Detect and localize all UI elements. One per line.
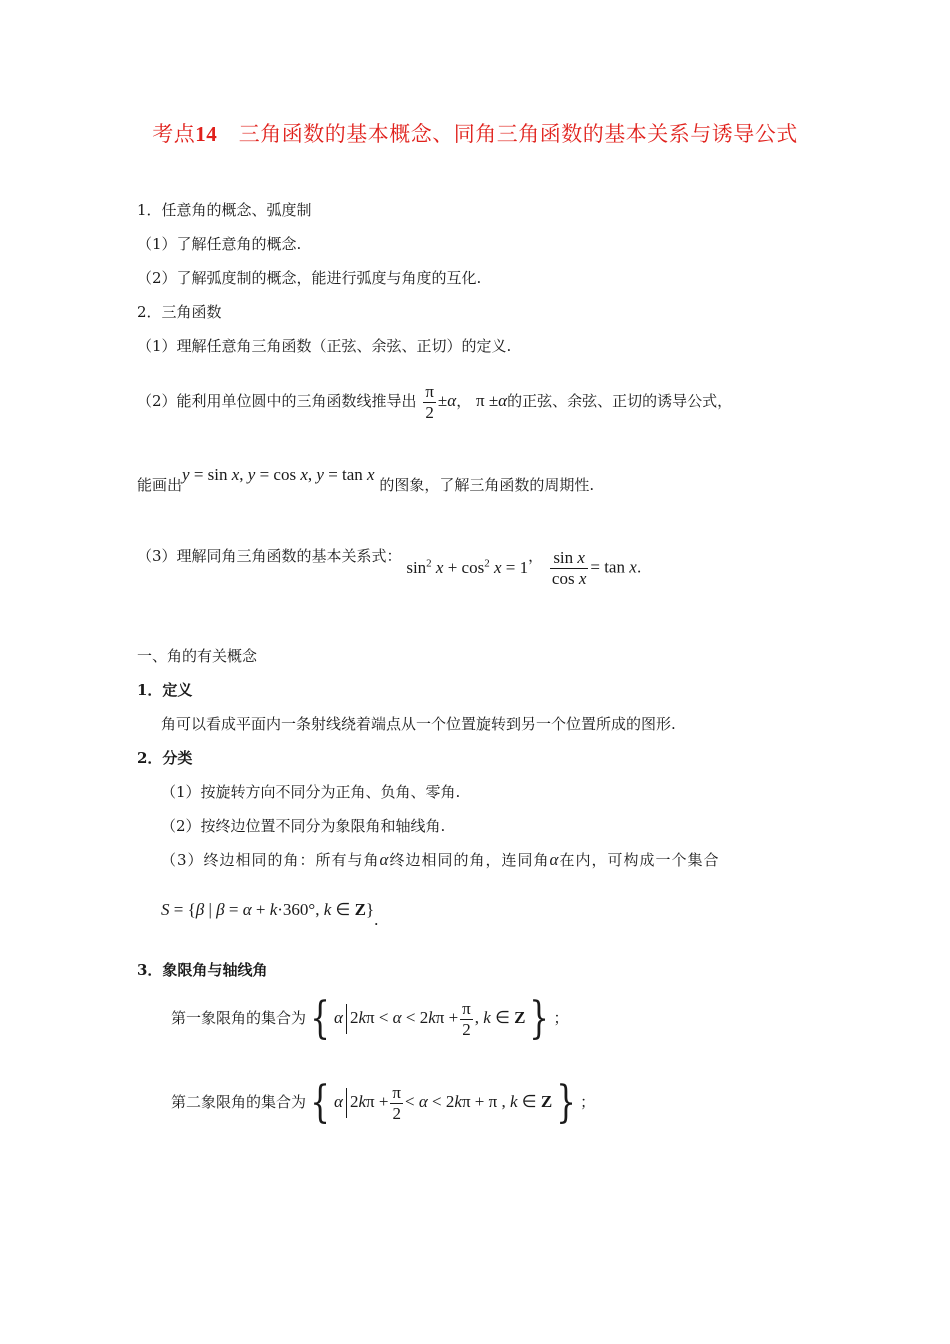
req-item-2-1: （1）理解任意角三角函数（正弦、余弦、正切）的定义. xyxy=(137,337,512,355)
req-item-2-2: （2）能利用单位圆中的三角函数线推导出 $\frac{\pi}{2}$ ±α， π ±α的正弦、余弦、正切的诱导公式， xyxy=(137,381,733,422)
quadrant-2-set: 第二象限角的集合为{ α 2kπ + $\frac{\pi}{2}$ < α < 2kπ + π , k ∈ Z} ； xyxy=(171,1077,596,1129)
knowledge-item-2-3: （3）终边相同的角：所有与角α终边相同的角，连同角α在内，可构成一个集合 xyxy=(161,850,720,869)
req-heading-2: 2．三角函数 xyxy=(137,303,222,321)
knowledge-item-2-2: （2）按终边位置不同分为象限角和轴线角. xyxy=(161,817,446,835)
section-heading-angles: 一、角的有关概念 xyxy=(137,647,258,665)
req-item-1-2: （2）了解弧度制的概念，能进行弧度与角度的互化. xyxy=(137,269,482,287)
req-heading-1: 1．任意角的概念、弧度制 xyxy=(137,201,312,219)
req-item-2-2-cont: 能画出y = sin x, y = cos x, y = tan x 的图象，了解三角函数的周期性. xyxy=(137,465,595,494)
knowledge-item-2-1: （1）按旋转方向不同分为正角、负角、零角. xyxy=(161,783,461,801)
knowledge-heading-2: 2．分类 xyxy=(137,749,193,767)
knowledge-text-definition: 角可以看成平面内一条射线绕着端点从一个位置旋转到另一个位置所成的图形. xyxy=(161,715,676,733)
tangent-identity: $\frac{\text{sin x}}{\text{cos x}}$ xyxy=(551,548,587,589)
quadrant-2-formula: { α 2kπ + $\frac{\pi}{2}$ < α < 2kπ + π , k ∈ Z} xyxy=(310,1077,576,1129)
quadrant-1-formula: { α 2kπ < α < 2kπ + $\frac{\pi}{2}$ , k ∈ Z} xyxy=(310,993,550,1045)
knowledge-heading-1: 1．定义 xyxy=(137,681,193,699)
quadrant-1-set: 第一象限角的集合为{ α 2kπ < α < 2kπ + $\frac{\pi}{2}$ , k ∈ Z} ； xyxy=(171,993,569,1045)
pi-over-2-formula: $\frac{\pi}{2}$ xyxy=(425,381,434,422)
pythagorean-identity: $\sin^2 x + \cos^2 x = 1$ xyxy=(406,557,529,577)
coterminal-set-formula: S = {β | β = α + k·360°, k ∈ Z}. xyxy=(161,900,379,929)
knowledge-heading-3: 3．象限角与轴线角 xyxy=(137,961,268,979)
req-item-2-3: （3）理解同角三角函数的基本关系式： $\sin^2 x + \cos^2 x = 1$， $\frac{\text{sin x}}{\text{cos x}}$ = tan x. xyxy=(137,546,642,589)
trig-functions-formula: y = sin x, y = cos x, y = tan x xyxy=(182,465,375,484)
req-item-1-1: （1）了解任意角的概念. xyxy=(137,235,302,253)
page-title: 考点14 三角函数的基本概念、同角三角函数的基本关系与诱导公式 xyxy=(152,122,798,146)
